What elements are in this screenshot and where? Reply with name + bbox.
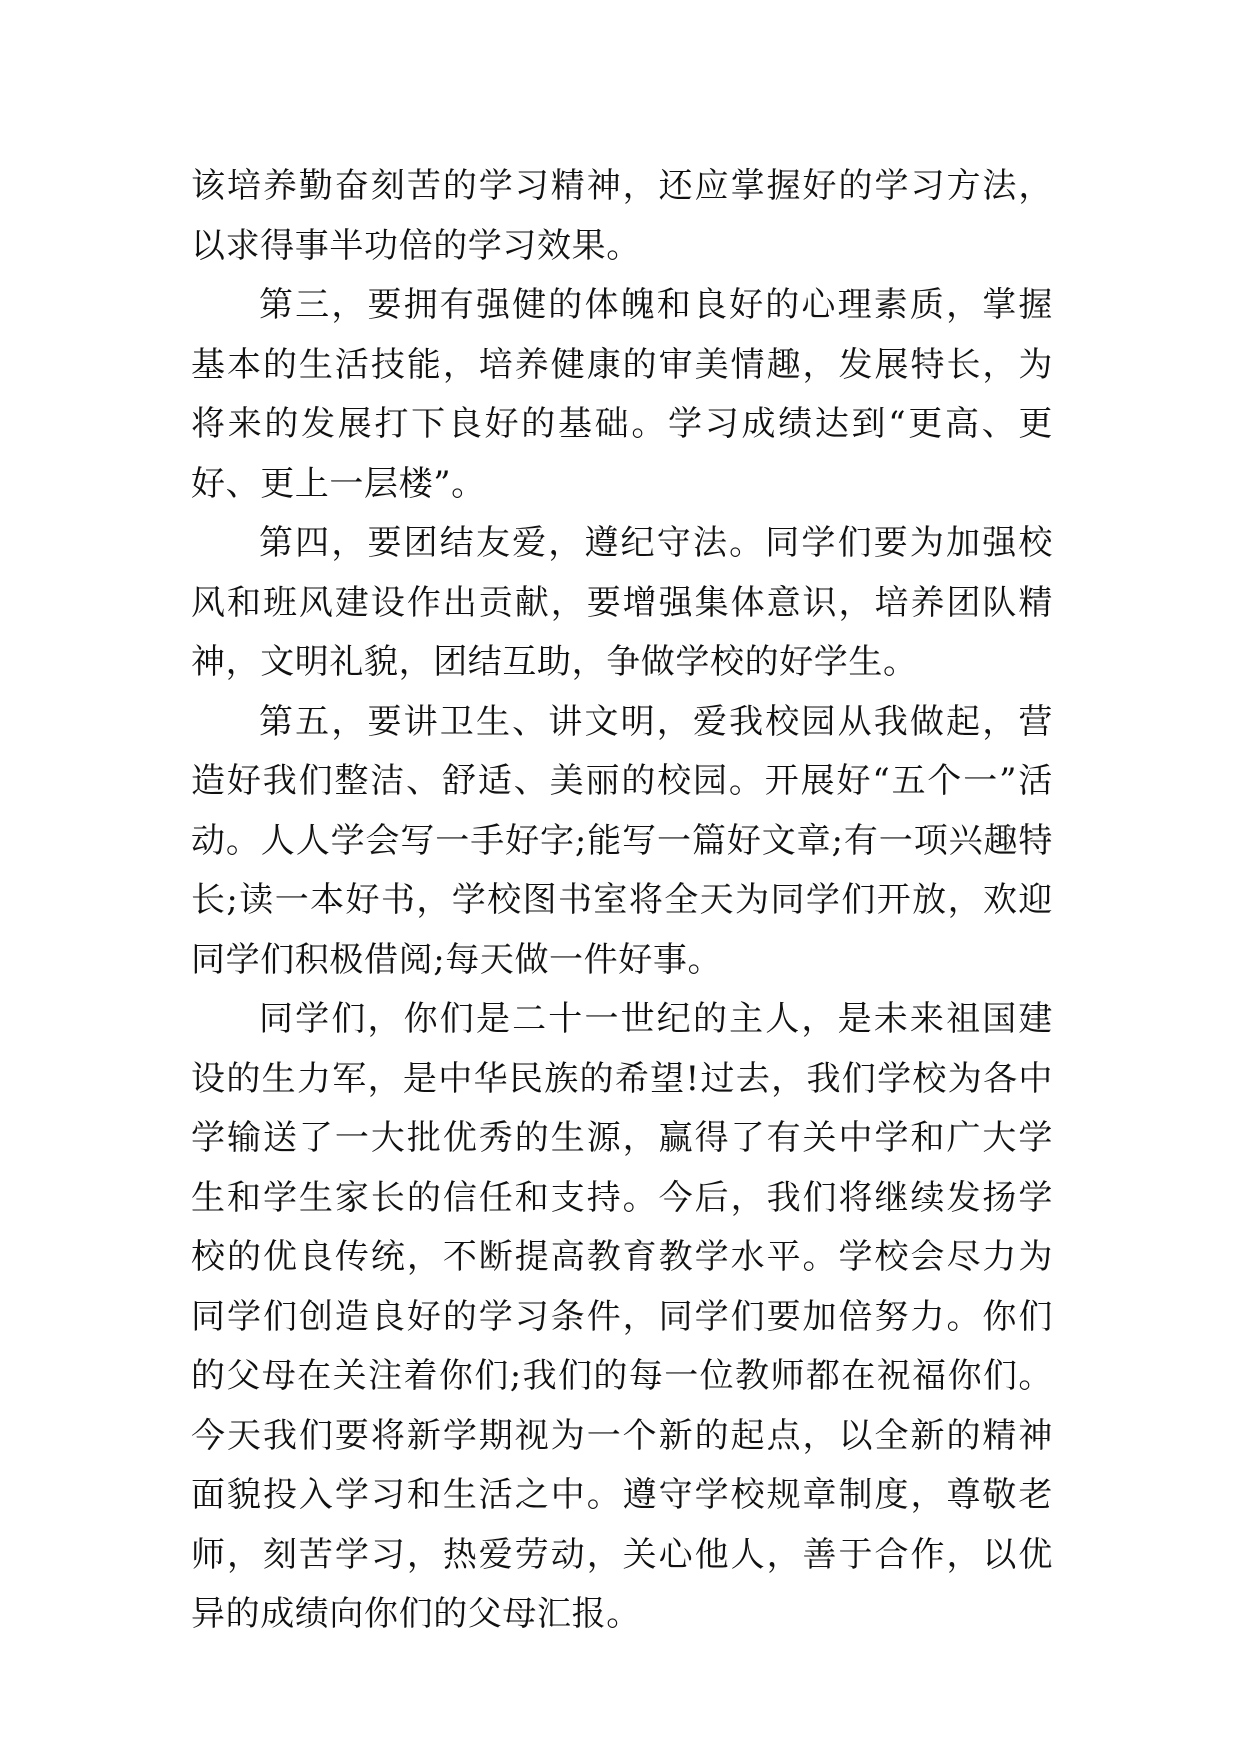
paragraph-3: 第四，要团结友爱，遵纪守法。同学们要为加强校风和班风建设作出贡献，要增强集体意识，培养团队精神，文明礼貌，团结互助，争做学校的好学生。	[191, 523, 1053, 682]
paragraph-4: 第五，要讲卫生、讲文明，爱我校园从我做起，营造好我们整洁、舒适、美丽的校园。开展好“五个一”活动。人人学会写一手好字;能写一篇好文章;有一项兴趣特长;读一本好书，学校图书室将全天为同学们开放，欢迎同学们积极借阅;每天做一件好事。	[191, 701, 1053, 980]
document-body	[191, 157, 1053, 1645]
paragraph-2: 第三，要拥有强健的体魄和良好的心理素质，掌握基本的生活技能，培养健康的审美情趣，发展特长，为将来的发展打下良好的基础。学习成绩达到“更高、更好、更上一层楼”。	[191, 285, 1053, 504]
paragraph-1: 该培养勤奋刻苦的学习精神，还应掌握好的学习方法，以求得事半功倍的学习效果。	[191, 166, 1053, 266]
paragraph-5: 同学们，你们是二十一世纪的主人，是未来祖国建设的生力军，是中华民族的希望!过去，我们学校为各中学输送了一大批优秀的生源，赢得了有关中学和广大学生和学生家长的信任和支持。今后，我们将继续发扬学校的优良传统，不断提高教育教学水平。学校会尽力为同学们创造良好的学习条件，同学们要加倍努力。你们的父母在关注着你们;我们的每一位教师都在祝福你们。今天我们要将新学期视为一个新的起点，以全新的精神面貌投入学习和生活之中。遵守学校规章制度，尊敬老师，刻苦学习，热爱劳动，关心他人，善于合作，以优异的成绩向你们的父母汇报。	[191, 999, 1053, 1634]
